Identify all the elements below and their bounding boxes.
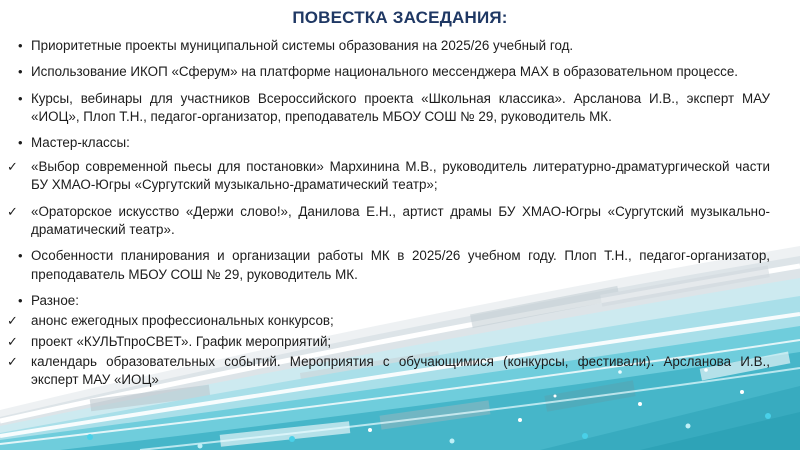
- agenda-item: [0, 312, 770, 330]
- agenda-item: [0, 134, 770, 152]
- checkmark-icon: ✓: [7, 203, 18, 219]
- agenda-item-text: Приоритетные проекты муниципальной системы образования на 2025/26 учебный год.: [31, 38, 574, 53]
- checkmark-icon: ✓: [7, 354, 18, 370]
- agenda-item-text: «Ораторское искусство «Держи слово!», Данилова Е.Н., артист драмы БУ ХМАО-Югры «Сургутский музыкально-драматический театр».: [31, 203, 770, 237]
- agenda-item: [0, 90, 770, 127]
- agenda-item: [0, 63, 770, 81]
- agenda-item-text: анонс ежегодных профессиональных конкурсов;: [31, 313, 334, 329]
- agenda-item: [0, 203, 770, 240]
- agenda-item-text: Использование ИКОП «Сферум» на платформе национального мессенджера MAX в образовательном процессе.: [31, 64, 739, 80]
- bullet-icon: •: [18, 248, 23, 264]
- checkmark-icon: ✓: [7, 313, 18, 329]
- bullet-icon: •: [18, 292, 23, 308]
- bullet-icon: •: [18, 38, 23, 53]
- agenda-item: [0, 247, 770, 284]
- checkmark-icon: ✓: [7, 158, 18, 174]
- agenda-item-text: «Выбор современной пьесы для постановки» Мархинина М.В., руководитель литературно-драматургической части БУ ХМАО-Югры «Сургутский музыкально-драматический театр»;: [31, 158, 770, 193]
- bullet-icon: •: [18, 64, 23, 80]
- agenda-item: [0, 353, 770, 390]
- agenda-item-text: Курсы, вебинары для участников Всероссийского проекта «Школьная классика». Арсланова И.В., эксперт МАУ «ИОЦ», Плоп Т.Н., педагог-организатор, преподаватель МБОУ СОШ № 29, руководитель МК.: [31, 90, 770, 125]
- checkmark-icon: ✓: [7, 333, 18, 349]
- agenda-item-text: проект «КУЛЬТпроСВЕТ». График мероприятий;: [31, 333, 332, 349]
- agenda-item-text: Особенности планирования и организации работы МК в 2025/26 учебном году. Плоп Т.Н., педагог-организатор, преподаватель МБОУ СОШ № 29, руководитель МК.: [31, 248, 770, 282]
- agenda-item: [0, 158, 770, 195]
- bullet-icon: •: [18, 135, 23, 151]
- agenda-item-text: Мастер-классы:: [31, 135, 130, 151]
- agenda-item: [0, 37, 770, 55]
- slide-title: ПОВЕСТКА ЗАСЕДАНИЯ:: [292, 8, 508, 27]
- agenda-item: [0, 292, 770, 310]
- agenda-item-text: Разное:: [31, 292, 79, 308]
- agenda-item-text: календарь образовательных событий. Мероприятия с обучающимися (конкурсы, фестивали). Арсланова И.В., эксперт МАУ «ИОЦ»: [31, 354, 770, 388]
- agenda-item: [0, 333, 770, 351]
- bullet-icon: •: [18, 90, 23, 106]
